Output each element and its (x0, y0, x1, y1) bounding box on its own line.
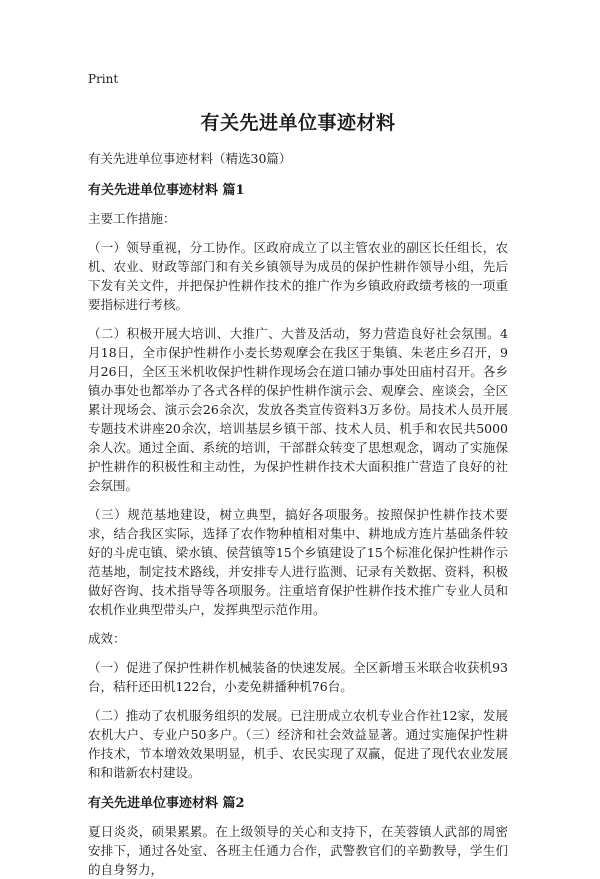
section-heading: 有关先进单位事迹材料 篇2 (88, 796, 245, 811)
paragraph: 主要工作措施： (88, 211, 176, 226)
document-title: 有关先进单位事迹材料 (200, 112, 396, 134)
document-subtitle: 有关先进单位事迹材料（精选30篇） (88, 151, 292, 166)
paragraph: （二）推动了农机服务组织的发展。已注册成立农机专业合作社12家，发展农机大户、专业户50多户。（三）经济和社会效益显著。通过实施保护性耕作技术，节本增效效果明显，机手、农民实现了双赢，促进了现代农业发展和和谐新农村建设。 (88, 708, 508, 780)
section-1 (88, 179, 508, 782)
section-2 (88, 792, 508, 879)
paragraph: 夏日炎炎，硕果累累。在上级领导的关心和支持下，在芙蓉镇人武部的周密安排下，通过各处室、各班主任通力合作，武警教官们的辛勤教导，学生们的自身努力， (88, 824, 508, 877)
paragraph: （三）规范基地建设，树立典型，搞好各项服务。按照保护性耕作技术要求，结合我区实际，选择了农作物种植相对集中、耕地成方连片基础条件较好的斗虎屯镇、梁水镇、侯营镇等15个乡镇建设了15个标准化保护性耕作示范基地，制定技术路线，并安排专人进行监测、记录有关数据、资料，积极做好咨询、技术指导等各项服务。注重培育保护性耕作技术推广专业人员和农机作业典型带头户，发挥典型示范作用。 (88, 507, 508, 617)
paragraph: （一）促进了保护性耕作机械装备的快速发展。全区新增玉米联合收获机93台，秸秆还田机122台，小麦免耕播种机76台。 (88, 660, 508, 694)
print-link[interactable]: Print (88, 72, 119, 86)
section-heading: 有关先进单位事迹材料 篇1 (88, 183, 245, 198)
paragraph: （一）领导重视，分工协作。区政府成立了以主管农业的副区长任组长，农机、农业、财政等部门和有关乡镇领导为成员的保护性耕作领导小组，先后下发有关文件，并把保护性耕作技术的推广作为乡镇政府政绩考核的一项重要指标进行考核。 (88, 240, 508, 312)
paragraph: 成效： (88, 631, 126, 646)
paragraph: （二）积极开展大培训、大推广、大普及活动，努力营造良好社会氛围。4月18日，全市保护性耕作小麦长势观摩会在我区于集镇、朱老庄乡召开，9月26日，全区玉米机收保护性耕作现场会在道口铺办事处田庙村召开。各乡镇办事处也都举办了各式各样的保护性耕作演示会、观摩会、座谈会，全区累计现场会、演示会26余次，发放各类宣传资料3万多份。局技术人员开展专题技术讲座20余次，培训基层乡镇干部、技术人员、机手和农民共5000余人次。通过全面、系统的培训，干部群众转变了思想观念，调动了实施保护性耕作的积极性和主动性，为保护性耕作技术大面积推广营造了良好的社会氛围。 (88, 326, 508, 493)
